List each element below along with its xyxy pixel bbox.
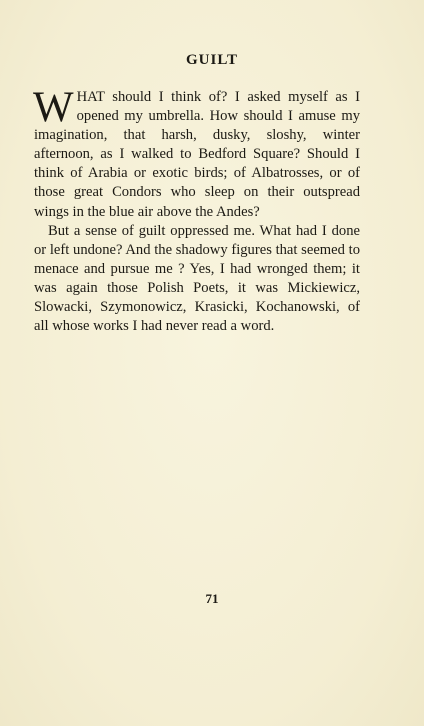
paragraph-1 — [33, 84, 360, 222]
paragraph-1-text: HAT should I think of? I asked myself as I opened my umbrella. How should I amuse my imagination, that harsh, dusky, sloshy, winter afternoon, as I walked to Bedford Square? Should I think of Arabia or exotic birds; of Albatrosses, or of those great Condors who sleep on their outspread wings in the blue air above the Andes? — [34, 89, 360, 220]
page-title: GUILT — [186, 52, 238, 68]
paragraph-2-text: But a sense of guilt oppressed me. What had I done or left undone? And the shadowy figures that seemed to menace and pursue me ? Yes, I had wronged them; it was again those Polish Poets, it was Mickiewicz, Slowacki, Szymonowicz, Krasicki, Kochanowski, of all whose works I had never read a word. — [34, 222, 360, 335]
drop-cap: W — [33, 84, 74, 131]
page-number: 71 — [205, 591, 219, 606]
paragraph-2 — [34, 222, 360, 337]
body-text — [33, 84, 360, 336]
